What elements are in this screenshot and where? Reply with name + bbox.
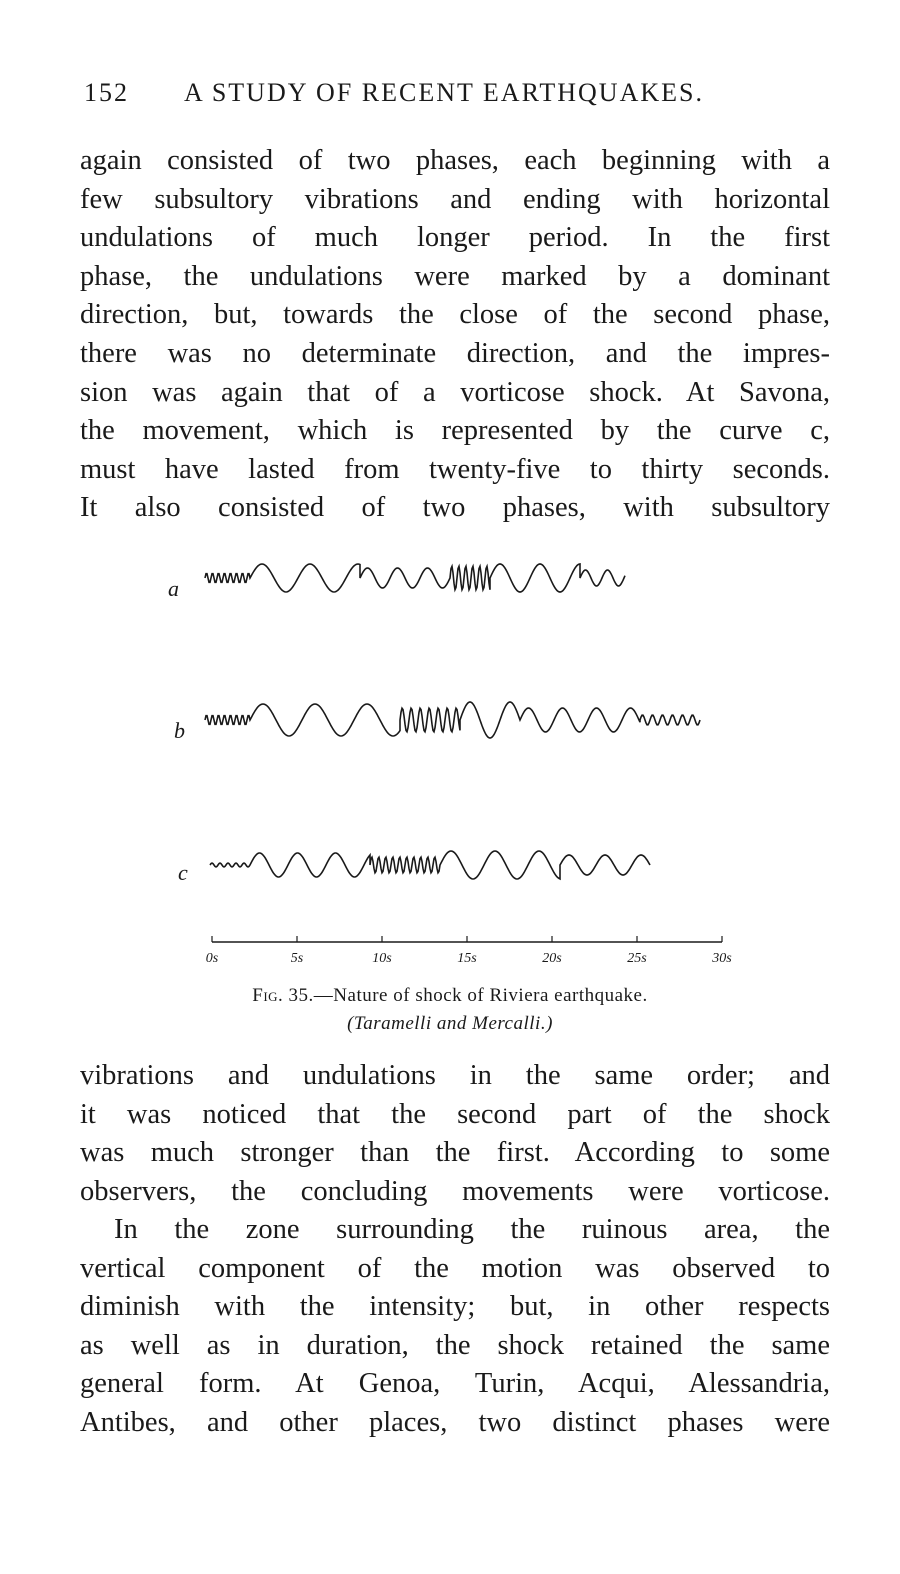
text-line: there was no determinate direction, and the impres- <box>80 337 830 369</box>
text-line: diminish with the intensity; but, in other respects <box>80 1291 830 1323</box>
paragraph-2 <box>80 1057 830 1211</box>
text-line: observers, the concluding movements were vorticose. <box>80 1175 830 1207</box>
curve-label-a: a <box>168 576 179 601</box>
curve-a-trace <box>205 564 625 592</box>
caption-text: 35.—Nature of shock of Riviera earthquake. <box>288 985 648 1006</box>
time-scale <box>206 936 733 966</box>
seismogram-drawing <box>160 530 780 980</box>
page-number: 152 <box>84 78 129 107</box>
scale-tick-label: 0s <box>205 951 219 966</box>
text-line: must have lasted from twenty-five to thirty seconds. <box>80 453 830 485</box>
curve-b-trace <box>205 702 700 738</box>
curve-label-c: c <box>178 860 188 885</box>
curve-c-trace <box>210 851 650 879</box>
caption-prefix: Fig. <box>252 985 284 1006</box>
figure-caption <box>0 985 900 1007</box>
running-header <box>84 78 844 108</box>
scale-tick-label: 5s <box>290 951 304 966</box>
text-line: general form. At Genoa, Turin, Acqui, Alessandria, <box>80 1368 830 1400</box>
text-line: it was noticed that the second part of the shock <box>80 1098 830 1130</box>
text-line: the movement, which is represented by the curve c, <box>80 415 830 447</box>
text-line: phase, the undulations were marked by a dominant <box>80 260 830 292</box>
text-line: vertical component of the motion was observed to <box>80 1252 830 1284</box>
text-line: as well as in duration, the shock retained the same <box>80 1329 830 1361</box>
scale-tick-label: 15s <box>457 951 477 966</box>
running-title: A STUDY OF RECENT EARTHQUAKES. <box>184 78 704 107</box>
scale-tick-label: 20s <box>542 951 562 966</box>
text-line: direction, but, towards the close of the second phase, <box>80 299 830 331</box>
scale-tick-label: 10s <box>372 951 392 966</box>
paragraph-3 <box>80 1211 830 1443</box>
scale-tick-label: 25s <box>627 951 647 966</box>
text-line: few subsultory vibrations and ending with horizontal <box>80 183 830 215</box>
text-line: again consisted of two phases, each beginning with a <box>80 145 830 176</box>
scale-tick-label: 30s <box>712 951 732 966</box>
paragraph-1 <box>80 142 830 528</box>
text-line: sion was again that of a vorticose shock. At Savona, <box>80 376 830 408</box>
text-line: Antibes, and other places, two distinct phases were <box>80 1406 830 1438</box>
text-line: undulations of much longer period. In the first <box>80 222 830 254</box>
text-line: It also consisted of two phases, with subsultory <box>80 492 830 524</box>
text-line: was much stronger than the first. According to some <box>80 1137 830 1169</box>
text-line: vibrations and undulations in the same order; and <box>80 1060 830 1091</box>
figure-credit: (Taramelli and Mercalli.) <box>347 1013 553 1034</box>
curve-label-b: b <box>174 718 185 743</box>
text-line: In the zone surrounding the ruinous area, the <box>114 1214 830 1245</box>
seismogram-figure <box>160 530 780 980</box>
